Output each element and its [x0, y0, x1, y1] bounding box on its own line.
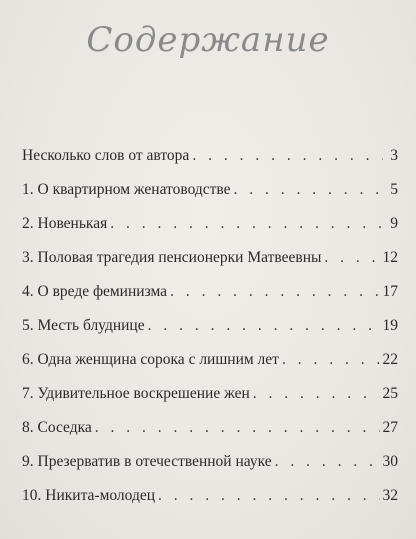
dot-leader: [95, 419, 380, 437]
dot-leader: [275, 453, 380, 471]
toc-entry-page: 32: [382, 487, 398, 504]
toc-entry-page: 3: [390, 147, 398, 164]
dot-leader: [158, 487, 379, 505]
toc-entry-page: 22: [382, 351, 398, 368]
toc-entry: [22, 419, 398, 453]
toc-entry: [22, 283, 398, 317]
toc-entry-page: 19: [382, 317, 398, 334]
toc-entry: [22, 181, 398, 215]
toc-entry-page: 12: [382, 249, 398, 266]
toc-entry-page: 30: [382, 453, 398, 470]
toc-entry-title: 1. О квартирном женатоводстве: [22, 181, 231, 198]
dot-leader: [253, 385, 380, 403]
toc-entry: [22, 385, 398, 419]
dot-leader: [192, 147, 383, 165]
toc-entry-page: 27: [382, 419, 398, 436]
toc-entry-title: 2. Новенькая: [22, 215, 108, 232]
toc-entry: [22, 487, 398, 521]
dot-leader: [324, 249, 379, 267]
dot-leader: [148, 317, 380, 335]
toc-entry: [22, 249, 398, 283]
toc-entry-title: 9. Презерватив в отечественной науке: [22, 453, 272, 470]
toc-entry: [22, 147, 398, 181]
toc-entry-title: 7. Удивительное воскрешение жен: [22, 385, 250, 402]
dot-leader: [282, 351, 380, 369]
toc-entry-title: 3. Половая трагедия пенсионерки Матвеевны: [22, 249, 322, 266]
toc-entry: [22, 317, 398, 351]
toc-entry: [22, 215, 398, 249]
toc-entry-title: 5. Месть блуднице: [22, 317, 145, 334]
toc-entry-title: 4. О вреде феминизма: [22, 283, 168, 300]
page-title: Содержание: [86, 20, 330, 60]
toc-entry-title: 10. Никита-молодец: [22, 487, 156, 504]
toc-entry: [22, 351, 398, 385]
toc-entry-title: 8. Соседка: [22, 419, 92, 436]
table-of-contents: [22, 147, 398, 521]
toc-entry-title: 6. Одна женщина сорока с лишним лет: [22, 351, 279, 368]
dot-leader: [110, 215, 383, 233]
toc-entry-page: 5: [390, 181, 398, 198]
toc-entry-page: 25: [382, 385, 398, 402]
toc-entry: [22, 453, 398, 487]
toc-entry-page: 17: [382, 283, 398, 300]
dot-leader: [170, 283, 379, 301]
toc-entry-page: 9: [390, 215, 398, 232]
dot-leader: [234, 181, 383, 199]
toc-entry-title: Несколько слов от автора: [22, 147, 190, 164]
